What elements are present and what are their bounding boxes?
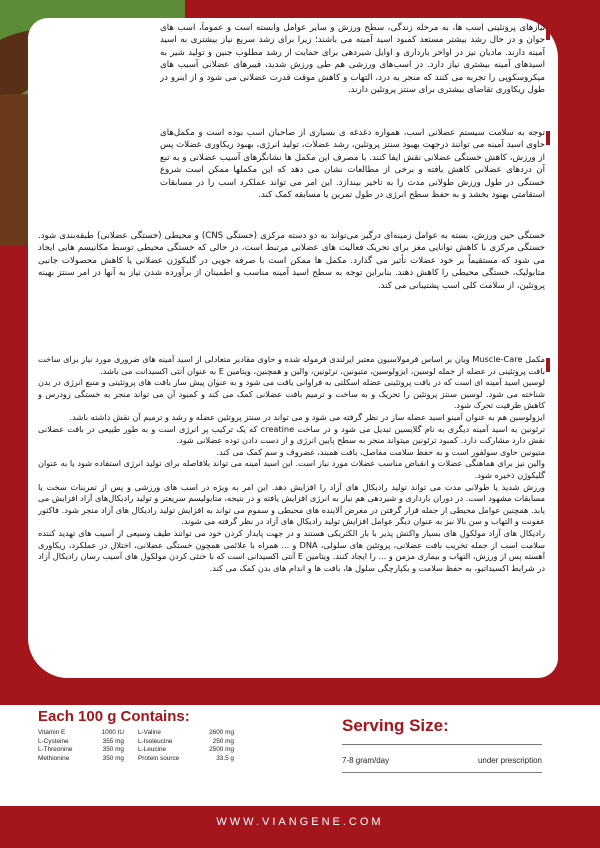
serving-divider bbox=[342, 744, 542, 745]
serving-divider bbox=[342, 772, 542, 773]
nutrient-value: 350 mg bbox=[102, 754, 124, 762]
nutrient-name: L-Cysteine bbox=[38, 737, 69, 745]
nutrient-row bbox=[138, 729, 238, 738]
nutrients-table bbox=[38, 729, 234, 763]
product-description bbox=[38, 354, 545, 669]
nutrients-title: Each 100 g Contains: bbox=[38, 708, 190, 725]
nutrient-value: 350 mg bbox=[102, 746, 124, 754]
description-paragraph: رادیکال های آزاد مولکول های بسیار واکنش پذیر با بار الکتریکی هستند و در جهت پایدار کردن خود می توانند طیف وسیعی از آسیب های تهدید کننده سلامت اسب از جمله تخریب بافت عضلانی، پروتئین های سلولی، DNA و ... همراه با علائمی همچون خستگی عضلانی، اختلال در عملکرد، ریکاوری آهسته پس از ورزش، التهاب و بیماری مزمن و ... را ایجاد کنند. ویتامین E آنتی اکسیدانی است که با خنثی کردن مولکول های آسیب رسان رادیکال آزاد در شرایط اکسیداتیو، به حفظ سلامت و یکپارچگی سلول ها، بافت ها و اندام های بدن کمک می کند. bbox=[38, 527, 545, 573]
nutrient-value: 2600 mg bbox=[209, 729, 234, 736]
description-paragraph: ترئونین به اسید آمینه دیگری به نام گلایسین تبدیل می شود و در ساخت creatine که یک ترکیب پر انرژی است و به طور طبیعی در بافت عضلانی نقش دارد مشارکت دارد. کمبود ترئونین میتواند منجر به سطح پایین انرژی و از دست دادن توده عضلانی شود. bbox=[38, 423, 545, 446]
paragraph-fatigue: خستگی حین ورزش، بسته به عوامل زمینه‌ای درگیر می‌تواند به دو دسته مرکزی (خستگی CNS) و محیطی (خستگی عضلانی) طبقه‌بندی شود. خستگی مرکزی با کاهش توانایی مغز برای تحریک فعالیت های عضلانی مرتبط است، در حالی که خستگی محیطی توسط مکانیسم هایی ایجاد می شود که مستقیماً بر خود عضلات تأثیر می گذارد. مکمل ها ممکن است با صرفه جویی در گلیکوژن عضلانی یا کاهش محصولات جانبی متابولیک، خستگی محیطی را کاهش دهند. بنابراین توجه به سطح اسید آمینه مناسب و اطمینان از برآورده شدن نیاز به آنها در امر سنتز بهینه پروتئین، از سلامت کلی اسب پشتیبانی می کند. bbox=[38, 231, 545, 291]
nutrient-value: 1000 IU bbox=[101, 729, 124, 736]
website-link[interactable]: WWW.VIANGENE.COM bbox=[216, 816, 384, 828]
paragraph-marker bbox=[546, 358, 550, 372]
paragraph-marker bbox=[546, 26, 550, 40]
nutrient-value: 250 mg bbox=[212, 737, 234, 745]
paragraph-muscle-health: توجه به سلامت سیستم عضلانی اسب، همواره دغدغه ی بسیاری از صاحبان اسب بوده است و مکمل‌های حاوی اسید آمینه می توانند درجهت بهبود سنتز پروتئین، رشد عضلات، تولید انرژی، بهبود ریکاوری عضلات پس از ورزش، کاهش خستگی عضلانی نقش ایفا کنند. با مصرف این مکمل ها نشانگرهای آسیب عضلانی و به تبع آن دردهای عضلانی کاهش یافته و برخی از مطالعات نشان می دهد که این مکملها ممکن است شروع خستگی در طول ورزش طولانی مدت را به تاخیر بیندازد. این امر می تواند عملکرد اسب را در مسابقات استقامتی بهبود بخشد و به حفظ سطح انرژی در طول تمرین یا مسابقه کمک کند. bbox=[160, 128, 545, 201]
nutrient-name: Methionine bbox=[38, 754, 70, 762]
description-paragraph: متیونین حاوی سولفور است و به حفظ سلامت مفاصل، بافت همبند، غضروف و سم کمک می کند. bbox=[216, 446, 545, 457]
nutrient-row bbox=[138, 738, 238, 747]
serving-size-title: Serving Size: bbox=[342, 716, 449, 735]
nutrient-value: 355 mg bbox=[102, 737, 124, 745]
description-paragraph: مکمل Muscle-Care ویان بر اساس فرمولاسیون معتبر ایرلندی فرموله شده و حاوی مقادیر متعادلی از اسید آمینه های ضروری مورد نیاز برای ساخت بافت پروتئینی در عضله از جمله لوسین، ایزولوسین، متیونین، ترئونین، والین و همچنین، ویتامین E به عنوان آنتی اکسیدانت می باشد. bbox=[38, 354, 545, 376]
nutrient-name: Vitamin E bbox=[38, 729, 66, 736]
description-paragraph: ایزولوسین هم به عنوان آمینو اسید عضله ساز در نظر گرفته می شود و می تواند در سنتز پروتئین عضله و رشد و ترمیم آن نقش داشته باشد. bbox=[69, 411, 545, 422]
serving-amount: 7-8 gram/day bbox=[342, 756, 390, 765]
nutrient-name: L-Threonine bbox=[38, 746, 73, 754]
nutrient-name: L-Leucine bbox=[138, 746, 167, 754]
description-paragraph: ورزش شدید یا طولانی مدت می تواند تولید رادیکال های آزاد را افزایش دهد. این امر به ویژه در اسب های ورزشی و پس از تمرینات سخت یا مسابقات مشهود است. در دوران بارداری و شیردهی هم نیاز به انرژی افزایش یافته و در نتیجه، متابولیسم سریعتر و تولید رادیکال‌های آزاد افزایش می یابد. همچنین عوامل محیطی از جمله قرار گرفتن در معرض آلاینده های محیطی و سموم می تواند به افزایش تولید رادیکال های آزاد منجر شود. فاکتور عفونت و التهاب و سن بالا نیز به عنوان دیگر عوامل افزایش تولید رادیکال های آزاد در نظر گرفته می شوند. bbox=[38, 481, 545, 527]
serving-note: under prescription bbox=[477, 756, 542, 765]
nutrient-name: L-Valine bbox=[138, 729, 161, 736]
description-paragraph: لوسین اسید آمینه ای است که در بافت پروتئینی عضله اسکلتی به فراوانی یافت می شود و به عنوان پیش ساز بافت های پروتئینی و منبع انرژی در بدن شناخته می شود. لوسین سنتز پروتئین را تحریک و به ساخت و ترمیم بافت عضلانی کمک می کند و کمبود آن می تواند منجر به خستگی زودرس و کاهش ظرفیت تحرک شود. bbox=[38, 377, 545, 411]
paragraph-marker bbox=[546, 131, 550, 145]
nutrient-name: Protein source bbox=[138, 754, 180, 762]
nutrients-column-2 bbox=[138, 729, 238, 763]
nutrient-value: 2500 mg bbox=[209, 746, 234, 754]
nutrient-row bbox=[138, 755, 238, 764]
paragraph-protein-needs: نیازهای پروتئینی اسب ها، به مرحله زندگی، سطح ورزش و سایر عوامل وابسته است و عموماً، اسب های جوان و در حال رشد بیشتر مستعد کمبود اسید آمینه می باشند؛ زیرا برای رشد سریع نیاز بیشتری به اسید آمینه دارند. مادیان نیز در اواخر بارداری و اوایل شیردهی برای حمایت از رشد مطلوب جنین و تولید شیر به اسیدهای آمینه بیشتری نیاز دارد. در اسب‌های ورزشی هم طی ورزش شدید، فیبرهای عضلانی آسیب های میکروسکوپی را تجربه می کنند که منجر به درد، التهاب و کاهش موقت قدرت عضلانی می شود و از اینرو در طول ریکاوری تقاضای بیشتری برای سنتز پروتئین دارند. bbox=[160, 23, 545, 96]
nutrient-value: 33.5 g bbox=[216, 754, 234, 762]
nutrient-row bbox=[138, 746, 238, 755]
description-paragraph: والین نیز برای هماهنگی عضلات و انقباض مناسب عضلات مورد نیاز است. این اسید آمینه می تواند بلافاصله برای تولید انرژی استفاده شود یا به عنوان گلیکوژن ذخیره شود. bbox=[38, 458, 545, 480]
nutrient-name: L-Isoleucine bbox=[138, 737, 173, 745]
serving-size-row bbox=[342, 756, 542, 765]
